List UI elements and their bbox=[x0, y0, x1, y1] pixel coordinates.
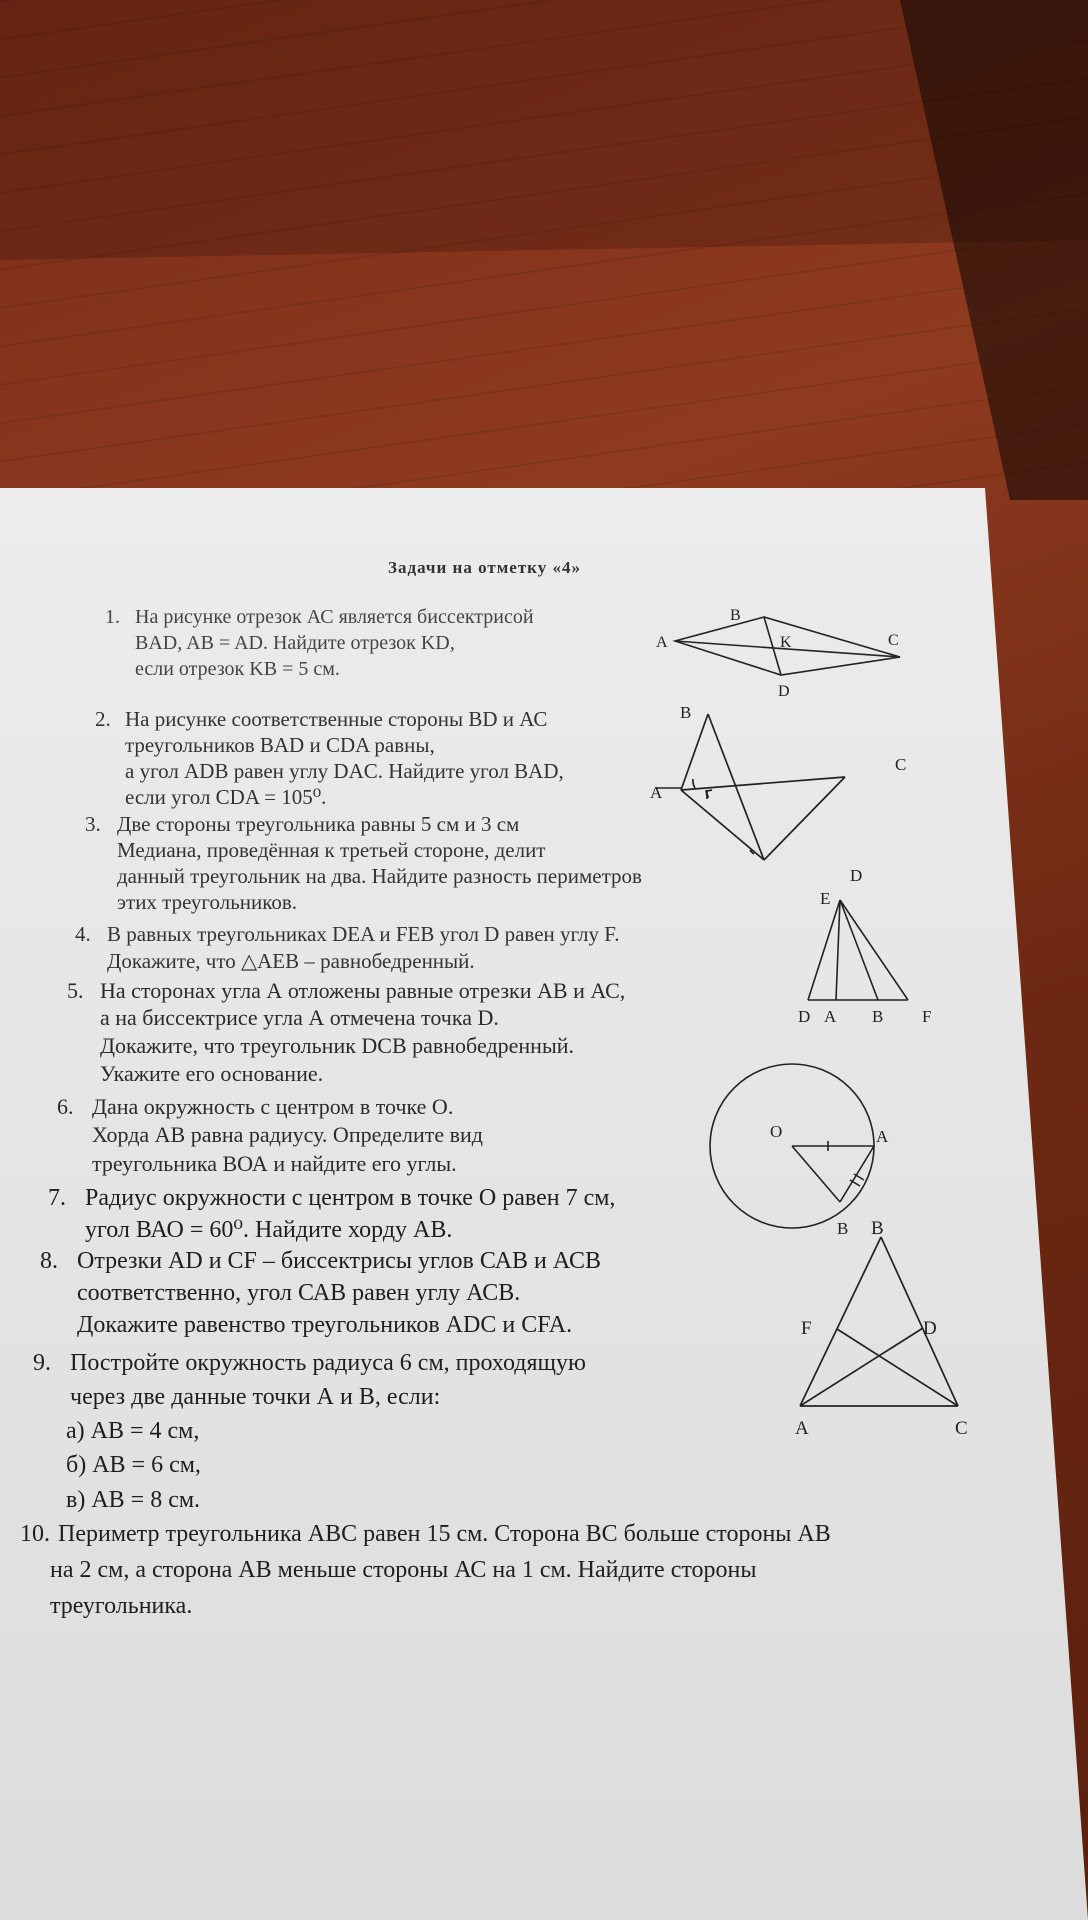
problem-9-number: 9. bbox=[33, 1350, 51, 1376]
problem-9-line-3: а) АВ = 4 см, bbox=[66, 1418, 200, 1444]
problem-2-line-3: а угол ADB равен углу DAC. Найдите угол BAD, bbox=[125, 759, 564, 783]
fig1-label-a: A bbox=[656, 634, 668, 651]
problem-4-number: 4. bbox=[75, 922, 91, 946]
fig4-label-b: B bbox=[872, 1007, 884, 1026]
fig1-label-c: C bbox=[888, 632, 899, 649]
problem-3-line-4: этих треугольников. bbox=[117, 890, 298, 914]
problem-1-line-1: На рисунке отрезок АС является биссектрисой bbox=[135, 606, 534, 628]
fig8-label-f: F bbox=[801, 1318, 812, 1339]
problem-3-line-2: Медиана, проведённая к третьей стороне, делит bbox=[117, 838, 546, 862]
problem-7-line-2: угол ВАО = 60⁰. Найдите хорду АВ. bbox=[85, 1217, 453, 1243]
table-edge bbox=[0, 0, 1088, 500]
problem-6-line-1: Дана окружность с центром в точке О. bbox=[92, 1094, 454, 1119]
fig4-label-f: F bbox=[922, 1007, 932, 1026]
fig1-label-b: B bbox=[730, 607, 741, 624]
fig1-label-k: K bbox=[780, 634, 792, 651]
problem-10-line-1: Периметр треугольника АВС равен 15 см. Сторона ВС больше стороны АВ bbox=[58, 1521, 831, 1547]
fig8-label-d: D bbox=[923, 1318, 937, 1339]
problem-2-line-4: если угол CDA = 105⁰. bbox=[125, 785, 327, 809]
problem-1-line-3: если отрезок KB = 5 см. bbox=[135, 658, 340, 680]
fig2-label-b: B bbox=[680, 703, 692, 722]
problem-5-line-2: а на биссектрисе угла А отмечена точка D. bbox=[100, 1005, 499, 1030]
problem-2-line-1: На рисунке соответственные стороны BD и АС bbox=[125, 707, 548, 731]
problem-9-line-2: через две данные точки А и В, если: bbox=[70, 1384, 441, 1410]
problem-6-number: 6. bbox=[57, 1094, 74, 1119]
problem-7-number: 7. bbox=[48, 1185, 66, 1211]
figure-2-triangles bbox=[640, 700, 940, 890]
fig8-label-c: C bbox=[955, 1418, 968, 1439]
problem-2-number: 2. bbox=[95, 707, 111, 731]
fig6-label-o: O bbox=[770, 1122, 783, 1141]
problem-6-line-3: треугольника ВОА и найдите его углы. bbox=[92, 1151, 457, 1176]
problem-2-line-2: треугольников BAD и CDA равны, bbox=[125, 733, 435, 757]
problem-9-line-4: б) АВ = 6 см, bbox=[66, 1452, 201, 1478]
problem-5-line-1: На сторонах угла А отложены равные отрезки АВ и АС, bbox=[100, 978, 626, 1003]
problem-8-line-3: Докажите равенство треугольников ADC и CFA. bbox=[77, 1312, 573, 1338]
page-title: Задачи на отметку «4» bbox=[388, 558, 581, 577]
fig4-label-e: E bbox=[820, 889, 831, 908]
problem-10-line-3: треугольника. bbox=[50, 1593, 193, 1619]
fig8-label-a: A bbox=[795, 1418, 809, 1439]
fig8-label-b: B bbox=[871, 1218, 884, 1239]
problem-9-line-5: в) АВ = 8 см. bbox=[66, 1487, 201, 1513]
fig2-lines bbox=[681, 714, 845, 860]
problem-5-line-3: Докажите, что треугольник DCB равнобедренный. bbox=[100, 1033, 574, 1058]
problem-3-line-3: данный треугольник на два. Найдите разность периметров bbox=[117, 864, 642, 888]
problem-9-line-1: Постройте окружность радиуса 6 см, проходящую bbox=[70, 1350, 586, 1376]
problem-4-line-1: В равных треугольниках DEA и FEB угол D равен углу F. bbox=[107, 922, 620, 946]
fig2-label-d: D bbox=[850, 866, 863, 885]
problem-5-line-4: Укажите его основание. bbox=[100, 1061, 324, 1086]
problem-8-line-2: соответственно, угол САВ равен углу АСВ. bbox=[77, 1280, 521, 1306]
problem-4-line-2: Докажите, что △AEB – равнобедренный. bbox=[107, 949, 475, 973]
fig8-label-b-small: B bbox=[837, 1219, 849, 1238]
fig1-label-d: D bbox=[778, 683, 790, 700]
figure-6-circle bbox=[700, 1062, 910, 1232]
figure-1-kite bbox=[650, 605, 920, 705]
problem-8-line-1: Отрезки AD и CF – биссектрисы углов САВ и АСВ bbox=[77, 1248, 602, 1274]
figure-4-triangles bbox=[790, 888, 950, 1030]
problem-6-line-2: Хорда АВ равна радиусу. Определите вид bbox=[92, 1122, 484, 1147]
problem-3-number: 3. bbox=[85, 812, 101, 836]
fig2-label-c: C bbox=[895, 755, 907, 774]
fig4-label-a: A bbox=[824, 1007, 837, 1026]
fig2-label-a: A bbox=[650, 783, 663, 802]
problem-3-line-1: Две стороны треугольника равны 5 см и 3 см bbox=[117, 812, 520, 836]
problem-7-line-1: Радиус окружности с центром в точке О равен 7 см, bbox=[85, 1185, 616, 1211]
problem-10-number: 10. bbox=[20, 1521, 50, 1547]
fig6-label-a: A bbox=[876, 1127, 889, 1146]
figure-8-triangle bbox=[785, 1212, 975, 1442]
problem-1-number: 1. bbox=[105, 606, 120, 628]
problem-8-number: 8. bbox=[40, 1248, 58, 1274]
problem-10-line-2: на 2 см, а сторона АВ меньше стороны АС на 1 см. Найдите стороны bbox=[50, 1557, 757, 1583]
fig4-label-d: D bbox=[798, 1007, 811, 1026]
problem-1-line-2: BAD, AB = AD. Найдите отрезок KD, bbox=[135, 632, 455, 654]
problem-5-number: 5. bbox=[67, 978, 84, 1003]
